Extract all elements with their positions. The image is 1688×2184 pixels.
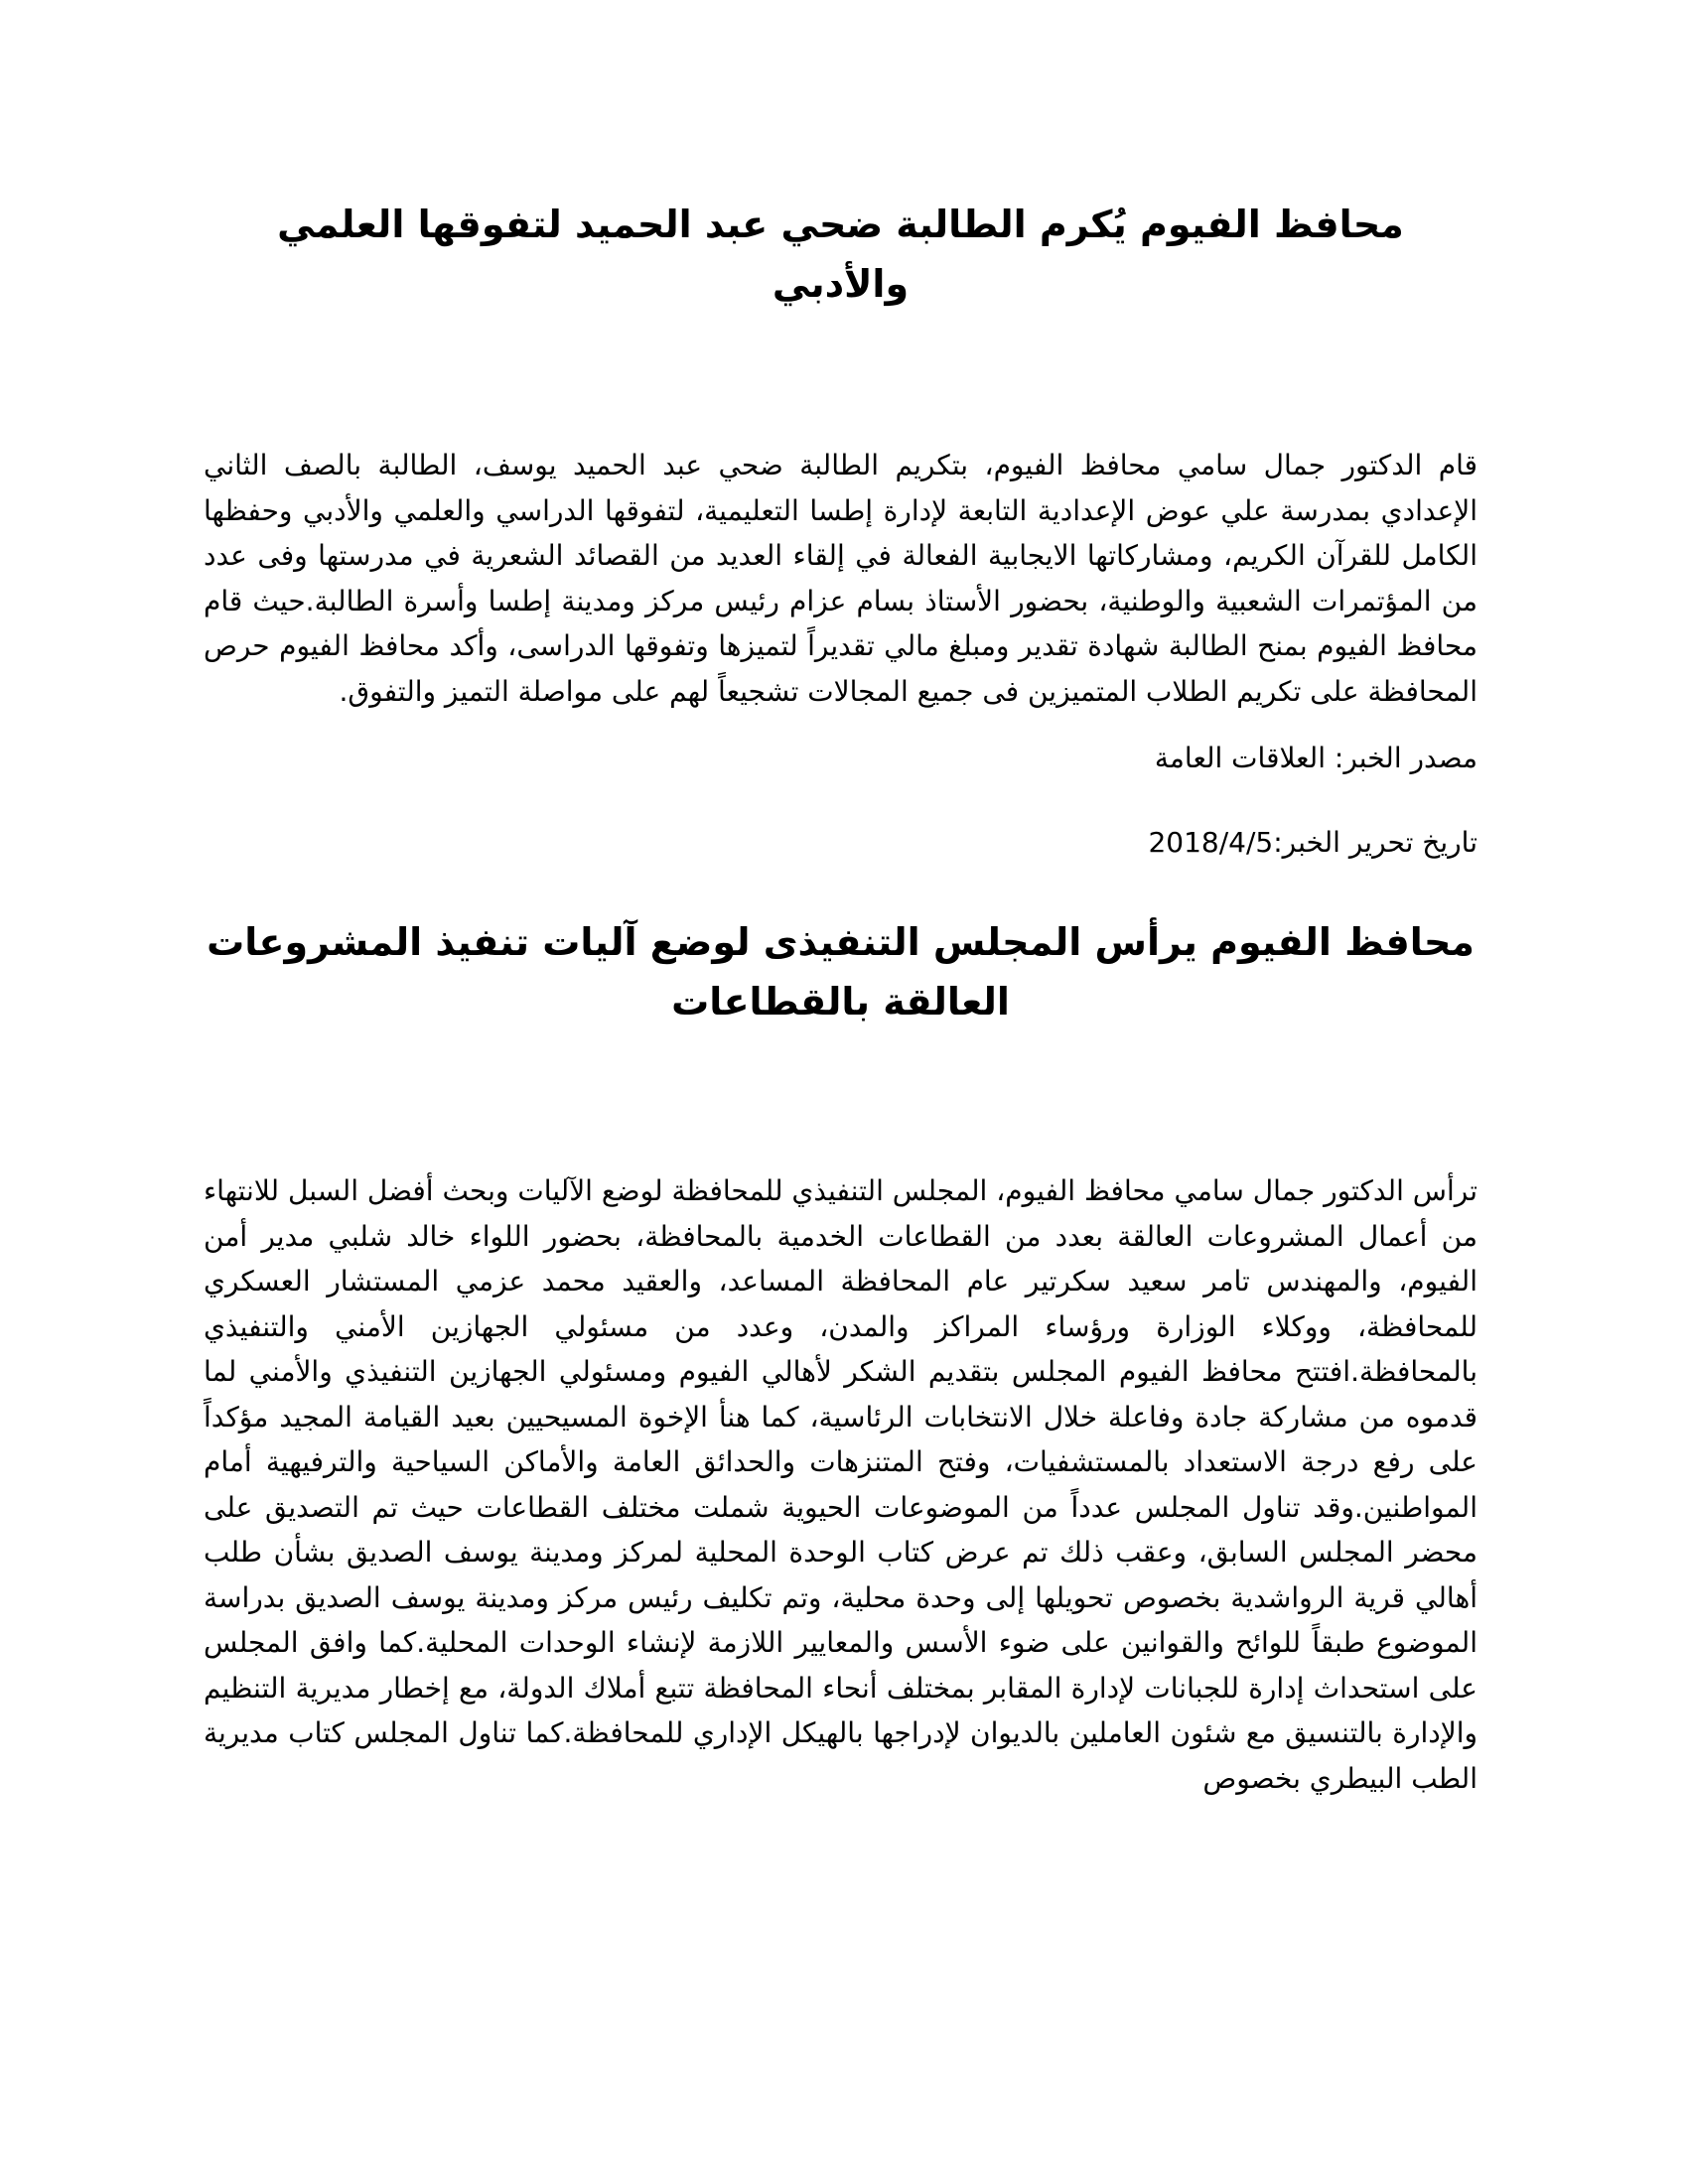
- news-date: تاريخ تحرير الخبر:2018/4/5: [1148, 826, 1477, 859]
- news-article: [204, 0, 1477, 865]
- article-title: محافظ الفيوم يرأس المجلس التنفيذى لوضع آليات تنفيذ المشروعات العالقة بالقطاعات: [207, 920, 1475, 1024]
- news-source: مصدر الخبر: العلاقات العامة: [1154, 742, 1477, 774]
- article-title: محافظ الفيوم يُكرم الطالبة ضحي عبد الحميد لتفوقها العلمي والأدبي: [277, 203, 1404, 306]
- article-body: قام الدكتور جمال سامي محافظ الفيوم، بتكريم الطالبة ضحي عبد الحميد يوسف، الطالبة بالصف الثاني الإعدادي بمدرسة علي عوض الإعدادية التابعة لإدارة إطسا التعليمية، لتفوقها الدراسي والعلمي والأدبي وحفظها الكامل للقرآن الكريم، ومشاركاتها الايجابية الفعالة في إلقاء العديد من القصائد الشعرية في مدرستها وفى عدد من المؤتمرات الشعبية والوطنية، بحضور الأستاذ بسام عزام رئيس مركز ومدينة إطسا وأسرة الطالبة.حيث قام محافظ الفيوم بمنح الطالبة شهادة تقدير ومبلغ مالي تقديراً لتميزها وتفوقها الدراسى، وأكد محافظ الفيوم حرص المحافظة على تكريم الطلاب المتميزين فى جميع المجالات تشجيعاً لهم على مواصلة التميز والتفوق.: [204, 449, 1477, 708]
- news-article: [204, 865, 1477, 1801]
- article-body: ترأس الدكتور جمال سامي محافظ الفيوم، المجلس التنفيذي للمحافظة لوضع الآليات وبحث أفضل السبل للانتهاء من أعمال المشروعات العالقة بعدد من القطاعات الخدمية بالمحافظة، بحضور اللواء خالد شلبي مدير أمن الفيوم، والمهندس تامر سعيد سكرتير عام المحافظة المساعد، والعقيد محمد عزمي المستشار العسكري للمحافظة، ووكلاء الوزارة ورؤساء المراكز والمدن، وعدد من مسئولي الجهازين الأمني والتنفيذي بالمحافظة.افتتح محافظ الفيوم المجلس بتقديم الشكر لأهالي الفيوم ومسئولي الجهازين التنفيذي والأمني لما قدموه من مشاركة جادة وفاعلة خلال الانتخابات الرئاسية، كما هنأ الإخوة المسيحيين بعيد القيامة المجيد مؤكداً على رفع درجة الاستعداد بالمستشفيات، وفتح المتنزهات والحدائق العامة والأماكن السياحية والترفيهية أمام المواطنين.وقد تناول المجلس عدداً من الموضوعات الحيوية شملت مختلف القطاعات حيث تم التصديق على محضر المجلس السابق، وعقب ذلك تم عرض كتاب الوحدة المحلية لمركز ومدينة يوسف الصديق بشأن طلب أهالي قرية الرواشدية بخصوص تحويلها إلى وحدة محلية، وتم تكليف رئيس مركز ومدينة يوسف الصديق بدراسة الموضوع طبقاً للوائح والقوانين على ضوء الأسس والمعايير اللازمة لإنشاء الوحدات المحلية.كما وافق المجلس على استحداث إدارة للجبانات لإدارة المقابر بمختلف أنحاء المحافظة تتبع أملاك الدولة، مع إخطار مديرية التنظيم والإدارة بالتنسيق مع شئون العاملين بالديوان لإدراجها بالهيكل الإداري للمحافظة.كما تناول المجلس كتاب مديرية الطب البيطري بخصوص: [204, 1174, 1477, 1795]
